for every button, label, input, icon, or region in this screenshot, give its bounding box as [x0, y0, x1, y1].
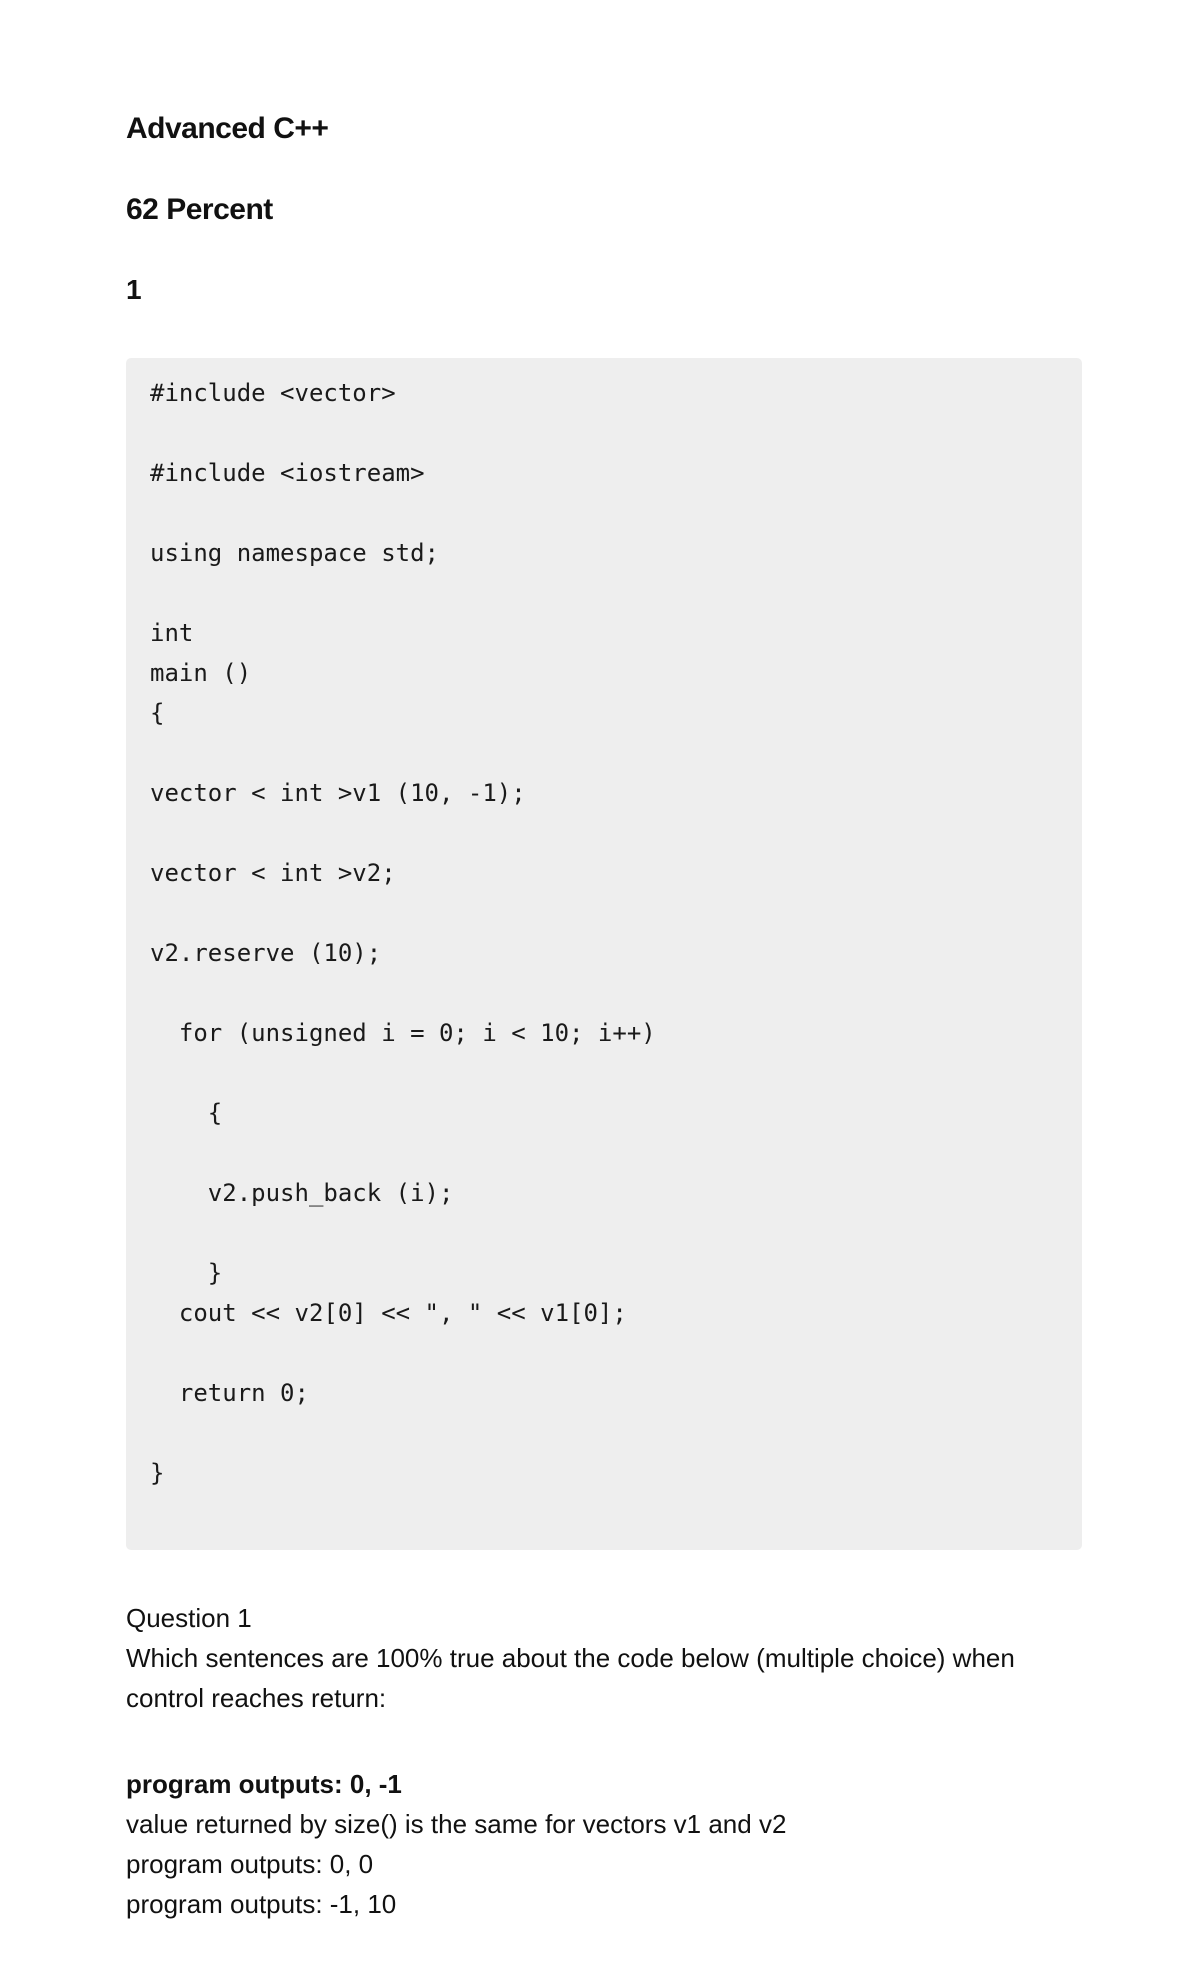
- code-line: for (unsigned i = 0; i < 10; i++): [150, 1019, 656, 1047]
- answer-option[interactable]: value returned by size() is the same for vectors v1 and v2: [126, 1809, 787, 1839]
- code-block: [126, 358, 1082, 1550]
- code-line: int: [150, 619, 194, 647]
- code-line: cout << v2[0] << ", " << v1[0];: [150, 1299, 627, 1327]
- question-block: [126, 1598, 1086, 1924]
- code-line: }: [150, 1259, 223, 1287]
- answer-option-selected[interactable]: program outputs: 0, -1: [126, 1769, 402, 1799]
- code-line: using namespace std;: [150, 539, 439, 567]
- code-line: {: [150, 1099, 223, 1127]
- code-line: main (): [150, 659, 252, 687]
- code-line: }: [150, 1459, 165, 1487]
- answer-option[interactable]: program outputs: -1, 10: [126, 1889, 397, 1919]
- code-line: {: [150, 699, 165, 727]
- question-text: Which sentences are 100% true about the code below (multiple choice) when control reaches return:: [126, 1643, 1015, 1713]
- code-line: vector < int >v2;: [150, 859, 396, 887]
- score-heading: 62 Percent: [126, 193, 273, 226]
- question-label: Question 1: [126, 1603, 252, 1633]
- answer-list: [126, 1764, 1086, 1924]
- code-line: vector < int >v1 (10, -1);: [150, 779, 526, 807]
- code-line: return 0;: [150, 1379, 309, 1407]
- document-title: Advanced C++: [126, 112, 329, 145]
- answer-option[interactable]: program outputs: 0, 0: [126, 1849, 374, 1879]
- code-line: #include <iostream>: [150, 459, 425, 487]
- code-line: #include <vector>: [150, 379, 396, 407]
- question-number: 1: [126, 274, 142, 305]
- code-line: v2.push_back (i);: [150, 1179, 454, 1207]
- code-line: v2.reserve (10);: [150, 939, 382, 967]
